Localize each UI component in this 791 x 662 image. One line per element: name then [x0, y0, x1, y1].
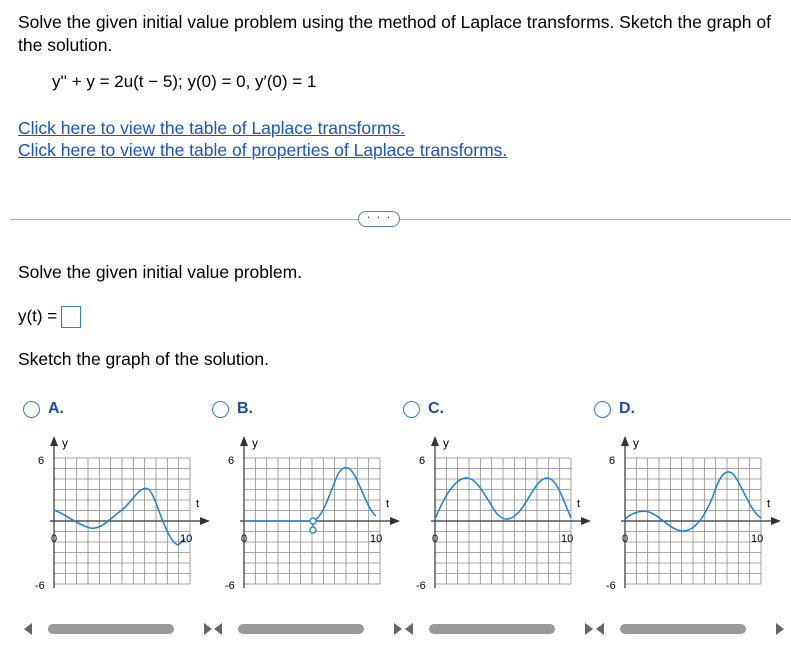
y-tick-bottom: -6	[606, 580, 616, 592]
scroll-right-icon[interactable]	[776, 623, 784, 635]
y-tick-top: 6	[38, 455, 45, 467]
radio-d[interactable]	[594, 401, 611, 418]
y-axis-label: y	[633, 436, 639, 450]
x-axis-label: t	[767, 498, 771, 510]
laplace-table-link[interactable]: Click here to view the table of Laplace transforms.	[18, 118, 406, 138]
x-tick-zero: 0	[51, 533, 58, 545]
axes	[621, 440, 775, 588]
x-tick-right: 10	[370, 533, 383, 545]
x-axis-label: t	[196, 498, 200, 510]
solution-curve	[54, 488, 185, 545]
option-b-label: B.	[237, 400, 253, 417]
answer-input[interactable]	[61, 306, 81, 328]
option-c-label: C.	[428, 400, 444, 417]
scroll-thumb[interactable]	[48, 624, 174, 634]
scroll-thumb[interactable]	[238, 624, 364, 634]
scrollbar-b[interactable]	[214, 623, 404, 635]
graph-a	[30, 430, 215, 610]
x-arrow-icon	[390, 517, 400, 525]
scroll-right-icon[interactable]	[204, 623, 212, 635]
y-arrow-icon	[240, 436, 248, 446]
option-d[interactable]	[594, 400, 635, 418]
option-a-label: A.	[48, 400, 64, 417]
scroll-left-icon[interactable]	[596, 623, 604, 635]
axes	[431, 440, 585, 588]
radio-c[interactable]	[403, 401, 420, 418]
graph-d	[601, 430, 786, 610]
graph-c	[411, 430, 596, 610]
axes	[50, 440, 204, 588]
scrollbar-d[interactable]	[596, 623, 786, 635]
y-tick-top: 6	[609, 455, 616, 467]
y-tick-top: 6	[419, 455, 426, 467]
radio-b[interactable]	[212, 401, 229, 418]
y-tick-bottom: -6	[35, 580, 45, 592]
x-arrow-icon	[771, 517, 781, 525]
y-arrow-icon	[50, 436, 58, 446]
laplace-properties-link[interactable]: Click here to view the table of properties of Laplace transforms.	[18, 140, 508, 160]
x-tick-zero: 0	[432, 533, 439, 545]
grid	[50, 436, 210, 588]
y-arrow-icon	[431, 436, 439, 446]
divider	[10, 219, 791, 220]
x-tick-right: 10	[561, 533, 574, 545]
y-arrow-icon	[621, 436, 629, 446]
equation: y'' + y = 2u(t − 5); y(0) = 0, y′(0) = 1	[52, 72, 317, 91]
scroll-right-icon[interactable]	[585, 623, 593, 635]
grid	[431, 436, 591, 588]
scroll-left-icon[interactable]	[405, 623, 413, 635]
x-arrow-icon	[581, 517, 591, 525]
option-b[interactable]	[212, 400, 253, 418]
scrollbar-c[interactable]	[405, 623, 595, 635]
question-prompt: Solve the given initial value problem using the method of Laplace transforms. Sketch the graph of the solution.	[18, 12, 771, 55]
links-group	[18, 117, 507, 161]
axes	[240, 440, 394, 588]
graph-b	[220, 430, 405, 610]
answer-label: y(t) =	[18, 306, 58, 326]
x-tick-right: 10	[751, 533, 764, 545]
scroll-left-icon[interactable]	[214, 623, 222, 635]
x-axis-label: t	[577, 498, 581, 510]
x-tick-zero: 0	[622, 533, 629, 545]
open-point-icon	[310, 518, 316, 524]
y-axis-label: y	[443, 436, 449, 450]
x-tick-zero: 0	[241, 533, 248, 545]
option-c[interactable]	[403, 400, 444, 418]
part2-text: Sketch the graph of the solution.	[18, 349, 269, 369]
open-point-icon	[310, 527, 316, 533]
scroll-thumb[interactable]	[620, 624, 746, 634]
part1-text: Solve the given initial value problem.	[18, 262, 303, 282]
solution-curve-2	[313, 468, 376, 521]
option-a[interactable]	[23, 400, 64, 418]
grid	[240, 436, 400, 588]
scroll-right-icon[interactable]	[394, 623, 402, 635]
y-tick-bottom: -6	[416, 580, 426, 592]
x-axis-label: t	[386, 498, 390, 510]
scrollbar-a[interactable]	[24, 623, 214, 635]
option-d-label: D.	[619, 400, 635, 417]
scroll-left-icon[interactable]	[24, 623, 32, 635]
y-tick-top: 6	[228, 455, 235, 467]
y-axis-label: y	[62, 436, 68, 450]
x-tick-right: 10	[180, 533, 193, 545]
radio-a[interactable]	[23, 401, 40, 418]
more-button[interactable]: · · ·	[358, 211, 400, 227]
answer-row	[18, 306, 81, 328]
x-arrow-icon	[200, 517, 210, 525]
scroll-thumb[interactable]	[429, 624, 555, 634]
y-tick-bottom: -6	[225, 580, 235, 592]
y-axis-label: y	[252, 436, 258, 450]
